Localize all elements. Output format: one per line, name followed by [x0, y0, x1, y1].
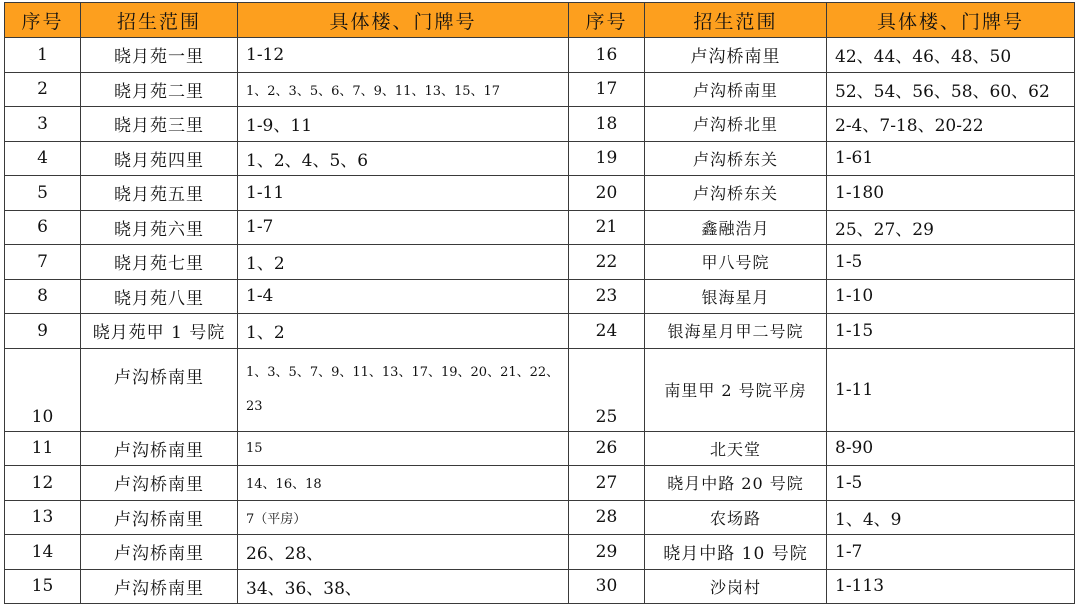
building-cell: 1-4: [238, 279, 569, 314]
area-cell: 晓月中路 20 号院: [645, 466, 827, 501]
seq-cell: 10: [5, 348, 81, 431]
building-cell: 1、2: [238, 245, 569, 280]
area-cell: 南里甲 2 号院平房: [645, 348, 827, 431]
building-cell: 14、16、18: [238, 466, 569, 501]
area-cell: 甲八号院: [645, 245, 827, 280]
building-cell: 1-113: [827, 569, 1075, 604]
area-cell: 卢沟桥南里: [81, 431, 238, 466]
seq-cell: 7: [5, 245, 81, 280]
area-cell: 晓月苑六里: [81, 210, 238, 245]
seq-cell: 12: [5, 466, 81, 501]
building-cell: 1、2: [238, 314, 569, 349]
seq-cell: 13: [5, 500, 81, 535]
building-cell: 26、28、: [238, 535, 569, 570]
building-cell: 7（平房）: [238, 500, 569, 535]
header-seq-right: 序号: [569, 3, 645, 38]
seq-cell: 6: [5, 210, 81, 245]
building-cell: 8-90: [827, 431, 1075, 466]
building-cell: 1-9、11: [238, 107, 569, 142]
seq-cell: 17: [569, 72, 645, 107]
seq-cell: 1: [5, 38, 81, 73]
enrollment-range-table: [4, 2, 1075, 604]
area-cell: 晓月苑二里: [81, 72, 238, 107]
seq-cell: 2: [5, 72, 81, 107]
building-cell: 42、44、46、48、50: [827, 38, 1075, 73]
area-cell: 卢沟桥南里: [81, 569, 238, 604]
seq-cell: 30: [569, 569, 645, 604]
seq-cell: 27: [569, 466, 645, 501]
table-row: [5, 210, 1075, 245]
table-row: [5, 72, 1075, 107]
table-row: [5, 141, 1075, 176]
table-row: [5, 500, 1075, 535]
header-seq-left: 序号: [5, 3, 81, 38]
building-cell: 1-180: [827, 176, 1075, 211]
building-cell: 1、3、5、7、9、11、13、17、19、20、21、22、23: [238, 348, 569, 431]
area-cell: 晓月苑八里: [81, 279, 238, 314]
area-cell: 卢沟桥北里: [645, 107, 827, 142]
building-cell: 1-10: [827, 279, 1075, 314]
area-cell: 卢沟桥南里: [645, 72, 827, 107]
seq-cell: 14: [5, 535, 81, 570]
area-cell: 卢沟桥东关: [645, 141, 827, 176]
building-cell: 15: [238, 431, 569, 466]
area-cell: 沙岗村: [645, 569, 827, 604]
building-cell: 1、2、4、5、6: [238, 141, 569, 176]
seq-cell: 16: [569, 38, 645, 73]
building-cell: 1-7: [238, 210, 569, 245]
area-cell: 农场路: [645, 500, 827, 535]
table-row: [5, 314, 1075, 349]
seq-cell: 20: [569, 176, 645, 211]
header-area-left: 招生范围: [81, 3, 238, 38]
table-row: [5, 569, 1075, 604]
table-row: [5, 176, 1075, 211]
seq-cell: 25: [569, 348, 645, 431]
area-cell: 银海星月甲二号院: [645, 314, 827, 349]
building-cell: 1-15: [827, 314, 1075, 349]
seq-cell: 3: [5, 107, 81, 142]
area-cell: 晓月苑三里: [81, 107, 238, 142]
area-cell: 晓月苑七里: [81, 245, 238, 280]
table-row: [5, 107, 1075, 142]
seq-cell: 4: [5, 141, 81, 176]
table-row: [5, 38, 1075, 73]
building-cell: 1、4、9: [827, 500, 1075, 535]
header-row: [5, 3, 1075, 38]
seq-cell: 5: [5, 176, 81, 211]
seq-cell: 26: [569, 431, 645, 466]
area-cell: 卢沟桥东关: [645, 176, 827, 211]
area-cell: 北天堂: [645, 431, 827, 466]
building-cell: 1-5: [827, 466, 1075, 501]
building-cell: 1-7: [827, 535, 1075, 570]
seq-cell: 8: [5, 279, 81, 314]
area-cell: 卢沟桥南里: [81, 466, 238, 501]
area-cell: 晓月苑四里: [81, 141, 238, 176]
building-cell: 52、54、56、58、60、62: [827, 72, 1075, 107]
area-cell: 银海星月: [645, 279, 827, 314]
building-cell: 1-12: [238, 38, 569, 73]
building-cell: 1-11: [827, 348, 1075, 431]
seq-cell: 11: [5, 431, 81, 466]
seq-cell: 28: [569, 500, 645, 535]
table-row: [5, 535, 1075, 570]
seq-cell: 29: [569, 535, 645, 570]
header-building-right: 具体楼、门牌号: [827, 3, 1075, 38]
seq-cell: 15: [5, 569, 81, 604]
seq-cell: 9: [5, 314, 81, 349]
building-cell: 1-61: [827, 141, 1075, 176]
table-row: [5, 279, 1075, 314]
area-cell: 卢沟桥南里: [81, 500, 238, 535]
building-cell: 1-11: [238, 176, 569, 211]
table-row: [5, 431, 1075, 466]
area-cell: 鑫融浩月: [645, 210, 827, 245]
header-building-left: 具体楼、门牌号: [238, 3, 569, 38]
seq-cell: 22: [569, 245, 645, 280]
building-cell: 1-5: [827, 245, 1075, 280]
area-cell: 卢沟桥南里: [81, 348, 238, 431]
building-cell: 34、36、38、: [238, 569, 569, 604]
table-row: [5, 245, 1075, 280]
table-row: [5, 348, 1075, 431]
building-cell: 25、27、29: [827, 210, 1075, 245]
seq-cell: 19: [569, 141, 645, 176]
seq-cell: 24: [569, 314, 645, 349]
area-cell: 晓月苑一里: [81, 38, 238, 73]
building-cell: 2-4、7-18、20-22: [827, 107, 1075, 142]
area-cell: 卢沟桥南里: [81, 535, 238, 570]
building-cell: 1、2、3、5、6、7、9、11、13、15、17: [238, 72, 569, 107]
seq-cell: 18: [569, 107, 645, 142]
seq-cell: 23: [569, 279, 645, 314]
area-cell: 晓月中路 10 号院: [645, 535, 827, 570]
header-area-right: 招生范围: [645, 3, 827, 38]
table-row: [5, 466, 1075, 501]
area-cell: 晓月苑五里: [81, 176, 238, 211]
area-cell: 卢沟桥南里: [645, 38, 827, 73]
seq-cell: 21: [569, 210, 645, 245]
area-cell: 晓月苑甲 1 号院: [81, 314, 238, 349]
